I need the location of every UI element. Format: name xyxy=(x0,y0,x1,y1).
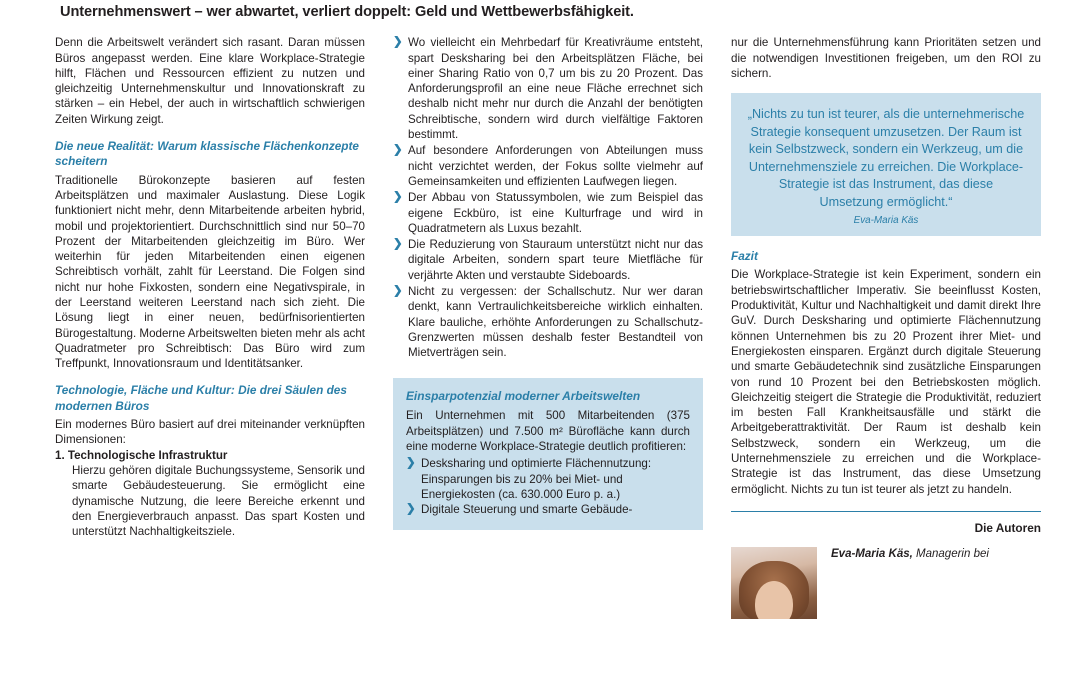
info-box-heading: Einsparpotenzial moderner Arbeitswelten xyxy=(406,389,641,404)
section-heading-drei-saeulen: Technologie, Fläche und Kultur: Die drei Säulen des modernen Büros xyxy=(55,383,347,413)
article-page xyxy=(0,3,1080,678)
column-container xyxy=(55,35,1041,619)
list-item-text: Die Reduzierung von Stauraum unterstützt nicht nur das digitale Arbeiten, sondern spart teure Mietfläche für verjährte Akten und verstaubte Sideboards. xyxy=(408,238,703,282)
list-item-body-technologische-infrastruktur: Hierzu gehören digitale Buchungssysteme, Sensorik und smarte Gebäudesteuerung. Sie ermöglicht eine dynamische Nutzung, die leere Bereiche erkennt und den Energieverbrauch anpasst. Das spart Kosten und unterstützt Nachhaltigkeitsziele. xyxy=(72,463,365,539)
column-left xyxy=(55,35,365,619)
column-right xyxy=(731,35,1041,619)
pull-quote-text: „Nichts zu tun ist teurer, als die unternehmerische Strategie konsequent umzusetzen. Der Raum ist kein Selbstzweck, sondern ein Werkzeug, um die Unternehmensziele zu erreichen. Die Workplace-Strategie ist das Instrument, das diese Umsetzung ermöglicht.“ xyxy=(747,107,1025,209)
section-heading-neue-realitaet: Die neue Realität: Warum klassische Flächenkonzepte scheitern xyxy=(55,139,359,169)
chevron-right-icon: ❯ xyxy=(406,503,416,516)
author-name: Eva-Maria Käs, xyxy=(831,547,913,560)
intro-paragraph: Denn die Arbeitswelt verändert sich rasant. Daran müssen Büros angepasst werden. Eine klare Workplace-Strategie hilft, Flächen und Ressourcen effizient zu nutzen und gleichzeitig Unternehmenskultur und Innovationskraft zu stärken – ein Hebel, der auch in wirtschaftlich schwierigen Zeiten Wirkung zeigt. xyxy=(55,36,365,126)
chevron-right-icon: ❯ xyxy=(393,284,403,297)
pull-quote-author: Eva-Maria Käs xyxy=(853,215,919,227)
divider xyxy=(731,511,1041,512)
chevron-right-icon: ❯ xyxy=(393,238,403,251)
info-box-einsparpotenzial xyxy=(393,378,703,529)
list-item-title-technologische-infrastruktur: 1. Technologische Infrastruktur xyxy=(55,448,228,462)
list-item xyxy=(406,502,690,517)
paragraph-fazit: Die Workplace-Strategie ist kein Experiment, sondern ein betriebswirtschaftlicher Imperativ. Sie beeinflusst Kosten, Produktivität, Kultur und Nachhaltigkeit und damit direkt Ihre GuV. Durch Desksharing und optimierte Flächennutzung können Unternehmen bis zu 20 Prozent ihrer Miet- und Energiekosten einsparen. Ergänzt durch digitale Steuerung und smarte Gebäudetechnik sind zusätzliche Einsparungen von rund 10 Prozent bei den Betriebskosten möglich. Gleichzeitig steigert die Strategie die Produktivität, reduziert im besten Fall Krankheitsausfälle und stärkt die Arbeitgeberattraktivität. Der Raum ist deshalb kein Selbstzweck, sondern ein Werkzeug, um die Unternehmensziele zu erreichen und die Workplace-Strategie ist das Instrument, das diese Umsetzung ermöglicht. Nichts zu tun ist teurer als jetzt zu handeln. xyxy=(731,268,1041,496)
info-box-bullet-list xyxy=(406,456,690,517)
chevron-right-icon: ❯ xyxy=(393,191,403,204)
info-box-intro: Ein Unternehmen mit 500 Mitarbeitenden (375 Arbeitsplätzen) und 7.500 m² Bürofläche kann durch eine moderne Workplace-Strategie deutlich profitieren: xyxy=(406,409,690,454)
list-item-text: Digitale Steuerung und smarte Gebäude- xyxy=(421,503,633,517)
paragraph-klassische-flaechenkonzepte: Traditionelle Bürokonzepte basieren auf festen Arbeitsplätzen und maximaler Auslastung. Diese Logik funktioniert nicht mehr, denn Mitarbeitende arbeiten hybrid, mobil und projektorientiert. Durchschnittlich sind nur 50–70 Prozent der Mitarbeitenden gleichzeitig im Büro. Wer weiterhin für jeden Mitarbeitenden einen eigenen Schreibtisch vorhält, zahlt für Leerstand. Die Folgen sind nicht nur hohe Fixkosten, sondern eine Negativspirale, in der Leerstand weiteren Leerstand nach sich zieht. Die Lösung liegt in einer neuen, bedürfnisorientierten Bürogestaltung. Moderne Arbeitswelten bieten mehr als acht Quadratmeter pro Schreibtisch: Das Büro wird zum Treffpunkt, Innovationsraum und Identitätsanker. xyxy=(55,173,365,371)
page-title: Unternehmenswert – wer abwartet, verliert doppelt: Geld und Wettbewerbsfähigkeit. xyxy=(60,4,634,20)
chevron-right-icon: ❯ xyxy=(393,36,403,49)
list-item xyxy=(393,284,703,360)
list-item xyxy=(393,190,703,236)
list-item-text: Wo vielleicht ein Mehrbedarf für Kreativräume entsteht, spart Desksharing bei den Arbeitsplätzen Fläche, bei einer Sharing Ratio von 0,7 um bis zu 20 Prozent. Das Anforderungsprofil an eine neue Fläche errechnet sich deshalb nicht mehr nur durch die Anzahl der benötigten Schreibtische, sondern wird durch vielfältige Faktoren bestimmt. xyxy=(408,36,703,142)
list-item xyxy=(393,237,703,283)
paragraph-dimensionen: Ein modernes Büro basiert auf drei miteinander verknüpften Dimensionen: xyxy=(55,418,365,447)
section-heading-fazit: Fazit xyxy=(731,249,758,264)
list-item-text: Nicht zu vergessen: der Schallschutz. Nur wer daran denkt, kann Vertraulichkeitsbereiche wirklich einhalten. Klare bauliche, erhöhte Anforderungen zu Schallschutz-Grenzwerten müssen deshalb fester Bestandteil von Mietverträgen sein. xyxy=(408,284,703,360)
list-item-text: Auf besondere Anforderungen von Abteilungen muss nicht verzichtet werden, der Fokus sollte vielmehr auf Gemeinsamkeiten und effizienten Laufwegen liegen. xyxy=(408,144,703,188)
list-item xyxy=(406,456,690,502)
chevron-right-icon: ❯ xyxy=(406,457,416,470)
list-item-text: Desksharing und optimierte Flächennutzung: Einsparungen bis zu 20% bei Miet- und Energiekosten (ca. 630.000 Euro p. a.) xyxy=(421,457,652,501)
list-item xyxy=(393,35,703,142)
paragraph-roi: nur die Unternehmensführung kann Prioritäten setzen und die notwendigen Investitionen freigeben, um den ROI zu sichern. xyxy=(731,36,1041,80)
author-description xyxy=(831,547,989,562)
chevron-right-icon: ❯ xyxy=(393,144,403,157)
avatar xyxy=(731,547,817,619)
pull-quote-box xyxy=(731,93,1041,236)
author-role: Managerin bei xyxy=(916,547,989,560)
author-entry xyxy=(731,547,1041,619)
column-middle xyxy=(393,35,703,619)
authors-label: Die Autoren xyxy=(974,520,1041,535)
list-item xyxy=(393,143,703,189)
bullet-list-middle xyxy=(393,35,703,360)
list-item-text: Der Abbau von Statussymbolen, wie zum Beispiel das eigene Eckbüro, ist eine Kulturfrage und wird in Quadratmetern als Luxus bezahlt. xyxy=(408,191,703,235)
